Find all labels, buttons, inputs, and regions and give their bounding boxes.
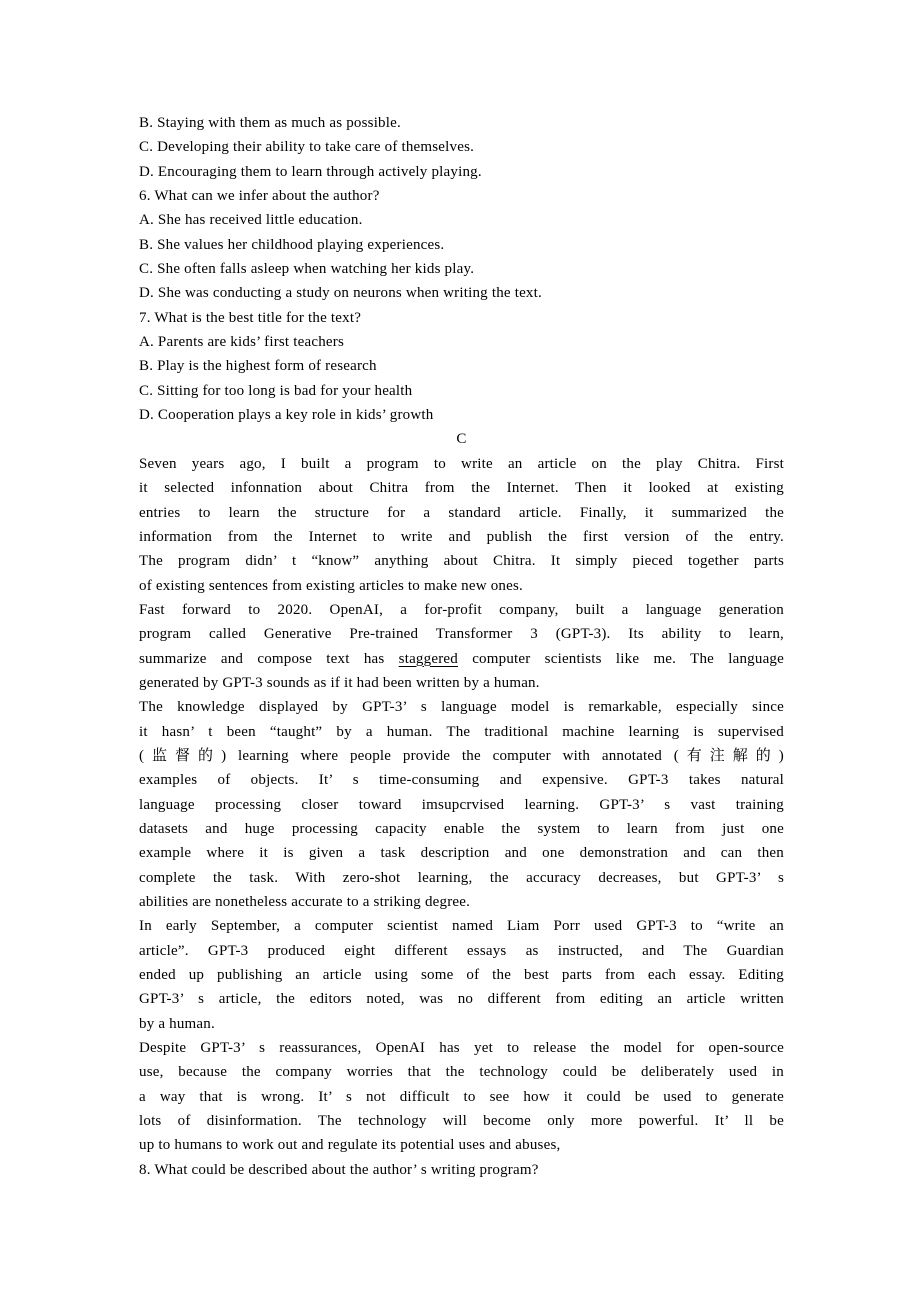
text-segment: up to humans to work out and regulate its potential uses and abuses, [139,1137,561,1154]
text-segment: example where it is given a task description and one demonstration and can then [139,845,784,862]
text-segment: D. Cooperation plays a key role in kids’ growth [139,407,434,424]
text-line [139,793,784,817]
text-segment: A. She has received little education. [139,212,363,229]
text-line [139,306,784,330]
text-segment: it hasn’ t been “taught” by a human. The traditional machine learning is supervised [139,723,784,740]
text-segment: lots of disinformation. The technology will become only more powerful. It’ ll be [139,1113,784,1130]
text-segment: of existing sentences from existing articles to make new ones. [139,577,523,594]
text-line [139,208,784,232]
text-line [139,1158,784,1182]
text-segment: article”. GPT-3 produced eight different essays as instructed, and The Guardian [139,942,784,959]
text-segment: information from the Internet to write and publish the first version of the entry. [139,528,784,545]
text-line [139,720,784,744]
text-segment: GPT-3’ s article, the editors noted, was no different from editing an article written [139,991,784,1008]
text-segment: language processing closer toward imsupcrvised learning. GPT-3’ s vast training [139,796,784,813]
text-line [139,1133,784,1157]
text-segment: 7. What is the best title for the text? [139,309,362,326]
text-segment: C. Sitting for too long is bad for your health [139,382,413,399]
text-line [139,914,784,938]
text-segment: C. She often falls asleep when watching her kids play. [139,261,475,278]
text-line [139,744,784,768]
text-segment: 6. What can we infer about the author? [139,188,380,205]
text-segment: computer scientists like me. The language [457,650,784,667]
text-line [139,330,784,354]
text-line [139,1036,784,1060]
underlined-word: staggered [398,650,458,667]
text-line [139,963,784,987]
text-line [139,866,784,890]
text-segment: B. Staying with them as much as possible. [139,115,401,131]
text-line [139,622,784,646]
text-segment: it selected infonnation about Chitra from the Internet. Then it looked at existing [139,480,784,497]
text-line [139,695,784,719]
text-segment: ended up publishing an article using some of the best parts from each essay. Editing [139,967,784,984]
text-line [139,281,784,305]
text-segment: C. Developing their ability to take care of themselves. [139,139,475,156]
document-page [139,111,784,1182]
text-line [139,184,784,208]
text-segment: complete the task. With zero-shot learning, the accuracy decreases, but GPT-3’ s [139,869,784,886]
text-line [139,647,784,671]
text-segment: entries to learn the structure for a standard article. Finally, it summarized the [139,504,784,521]
text-line [139,817,784,841]
text-line [139,1012,784,1036]
text-line [139,111,784,135]
text-segment: B. She values her childhood playing experiences. [139,236,445,253]
text-segment: (监督的) learning where people provide the computer with annotated (有注解的) [139,747,784,764]
text-segment: D. She was conducting a study on neurons when writing the text. [139,285,542,302]
text-line [139,403,784,427]
text-line [139,841,784,865]
text-line [139,768,784,792]
text-line [139,135,784,159]
text-line [139,574,784,598]
text-line [139,1060,784,1084]
text-segment: A. Parents are kids’ first teachers [139,334,344,351]
text-segment: The program didn’ t “know” anything about Chitra. It simply pieced together parts [139,553,784,570]
text-segment: examples of objects. It’ s time-consuming and expensive. GPT-3 takes natural [139,772,784,789]
text-line [139,671,784,695]
text-line [139,939,784,963]
text-line [139,476,784,500]
text-segment: 8. What could be described about the author’ s writing program? [139,1161,539,1178]
text-line [139,257,784,281]
text-segment: summarize and compose text has [139,650,399,667]
text-segment: Despite GPT-3’ s reassurances, OpenAI has yet to release the model for open-source [139,1040,784,1057]
text-line [139,1109,784,1133]
text-segment: abilities are nonetheless accurate to a striking degree. [139,894,471,910]
text-segment: The knowledge displayed by GPT-3’ s language model is remarkable, especially since [139,699,784,716]
text-segment: In early September, a computer scientist named Liam Porr used GPT-3 to “write an [139,918,784,935]
text-segment: Seven years ago, I built a program to write an article on the play Chitra. First [139,455,784,472]
text-segment: C [456,431,467,448]
text-segment: use, because the company worries that the technology could be deliberately used in [139,1064,784,1081]
text-line [139,354,784,378]
text-segment: datasets and huge processing capacity enable the system to learn from just one [139,820,784,837]
text-line [139,233,784,257]
text-segment: program called Generative Pre-trained Transformer 3 (GPT-3). Its ability to learn, [139,626,784,643]
section-heading [139,427,784,451]
text-segment: Fast forward to 2020. OpenAI, a for-profit company, built a language generation [139,601,784,618]
text-segment: generated by GPT-3 sounds as if it had been written by a human. [139,674,540,691]
text-segment: a way that is wrong. It’ s not difficult to see how it could be used to generate [139,1088,784,1105]
text-line [139,501,784,525]
text-line [139,525,784,549]
text-line [139,890,784,914]
text-line [139,160,784,184]
text-line [139,549,784,573]
text-line [139,598,784,622]
text-line [139,379,784,403]
document-lines [139,111,784,1182]
text-segment: by a human. [139,1015,215,1032]
text-line [139,1085,784,1109]
text-line [139,452,784,476]
text-line [139,987,784,1011]
text-segment: D. Encouraging them to learn through actively playing. [139,163,482,180]
text-segment: B. Play is the highest form of research [139,358,377,375]
